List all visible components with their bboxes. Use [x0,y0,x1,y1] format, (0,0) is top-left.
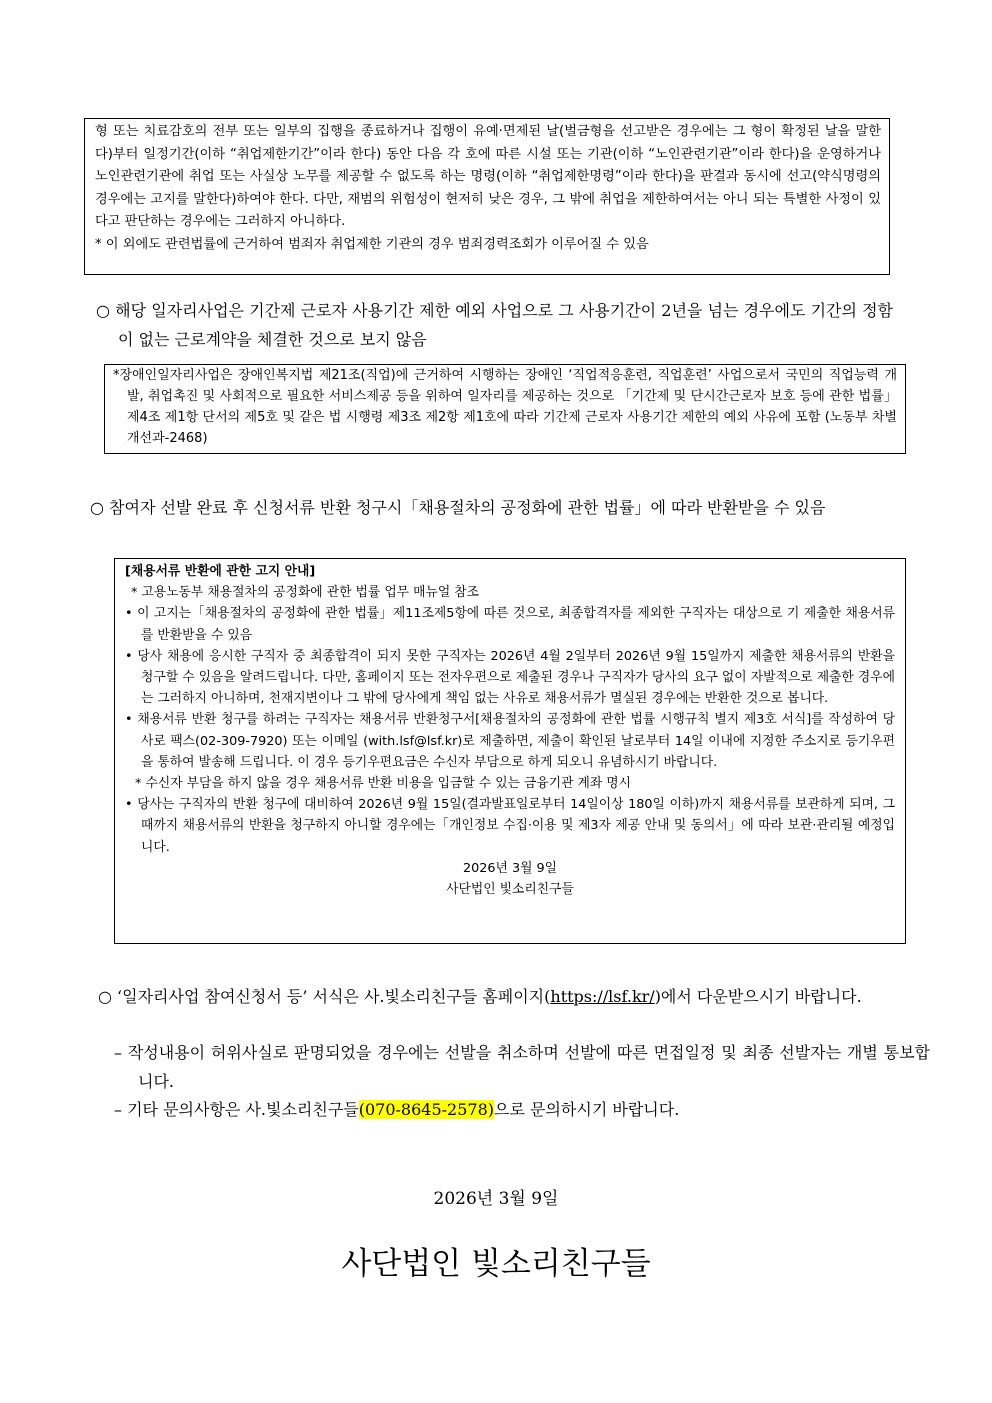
form-download-text-pre: ○ ‘일자리사업 참여신청서 등’ 서식은 사.빛소리친구들 홈페이지( [98,987,551,1006]
notice-reference: * 고용노동부 채용절차의 공정화에 관한 법률 업무 매뉴얼 참조 [131,585,479,601]
contact-text-post: 으로 문의하시기 바랍니다. [494,1100,680,1119]
notice-bullet-2: • 당사 채용에 응시한 구직자 중 최종합격이 되지 못한 구직자는 2026년 4월 2일부터 2026년 9월 15일까지 제출한 채용서류의 반환을 청구할 수 있음을 알려드립니다. 다만, 홈페이지 또는 전자우편으로 제출된 경우나 구직자가 당사의 요구 없이 자발적으로 제출한 경우에는 그러하지 아니하며, 천재지변이나 그 밖에 당사에게 책임 없는 사유로 채용서류가 멸실된 경우에는 반환한 것으로 봅니다. [125,648,895,707]
contact-paragraph [114,1095,930,1124]
document-return-paragraph: ○ 참여자 선발 완료 후 신청서류 반환 청구시「채용절차의 공정화에 관한 법률」에 따라 반환받을 수 있음 [90,498,826,517]
homepage-link[interactable]: https://lsf.kr/ [550,987,655,1006]
contact-text-pre: – 기타 문의사항은 사.빛소리친구들 [114,1100,359,1119]
notice-sub-note: * 수신자 부담을 하지 않을 경우 채용서류 반환 비용을 입금할 수 있는 금융기관 계좌 명시 [135,776,632,792]
notice-organization: 사단법인 빛소리친구들 [446,882,574,898]
disability-job-program-note-box [104,364,906,454]
fixed-term-exception-paragraph: ○ 해당 일자리사업은 기간제 근로자 사용기간 제한 예외 사업으로 그 사용기간이 2년을 넘는 경우에도 기간의 정함이 없는 근로계약을 체결한 것으로 보지 않음 [96,301,893,349]
organization-name: 사단법인 빛소리친구들 [341,1246,651,1282]
document-date: 2026년 3월 9일 [433,1189,559,1209]
contact-phone-number: (070-8645-2578) [358,1100,495,1119]
notice-body-text: 형 또는 치료감호의 전부 또는 일부의 집행을 종료하거나 집행이 유예·면제된 날(벌금형을 선고받은 경우에는 그 형이 확정된 날을 말한다)부터 일정기간(이하 “취업제한기간”이라 한다) 동안 다음 각 호에 따른 시설 또는 기관(이하 “노인관련기관”이라 한다)을 운영하거나 노인관련기관에 취업 또는 사실상 노무를 제공할 수 없도록 하는 명령(이하 “취업제한명령”이라 한다)을 판결과 동시에 선고(약식명령의 경우에는 고지를 말한다)하여야 한다. 다만, 재범의 위험성이 현저히 낮은 경우, 그 밖에 취업을 제한하여서는 아니 되는 특별한 사정이 있다고 판단하는 경우에는 그러하지 아니하다. [95,124,881,230]
false-info-warning-paragraph: – 작성내용이 허위사실로 판명되었을 경우에는 선발을 취소하며 선발에 따른 면접일정 및 최종 선발자는 개별 통보합니다. [114,1043,930,1091]
criminal-record-notice-box [84,118,890,275]
disability-job-program-note: *장애인일자리사업은 장애인복지법 제21조(직업)에 근거하여 시행하는 장애인 ‘직업적응훈련, 직업훈련’ 사업으로서 국민의 직업능력 개발, 취업촉진 및 사회적으로 필요한 서비스제공 등을 위하여 일자리를 제공하는 것으로 「기간제 및 단시간근로자 보호 등에 관한 법률」 제4조 제1항 단서의 제5호 및 같은 법 시행령 제3조 제2항 제1호에 따라 기간제 근로자 사용기간 제한의 예외 사유에 포함 (노동부 차별개선과-2468) [113,368,897,446]
notice-title: [채용서류 반환에 관한 고지 안내] [125,564,316,579]
notice-bullet-4: • 당사는 구직자의 반환 청구에 대비하여 2026년 9월 15일(결과발표일로부터 14일이상 180일 이하)까지 채용서류를 보관하게 되며, 그때까지 채용서류의 반환을 청구하지 아니할 경우에는「개인정보 수집·이용 및 제3자 제공 안내 및 동의서」에 따라 보관·관리될 예정입니다. [125,797,895,855]
notice-date: 2026년 3월 9일 [462,860,558,876]
document-return-notice-box [114,558,906,944]
notice-footnote: * 이 외에도 관련법률에 근거하여 범죄자 취업제한 기관의 경우 범죄경력조회가 이루어질 수 있음 [95,236,649,252]
notice-bullet-1: • 이 고지는「채용절차의 공정화에 관한 법률」제11조제5항에 따른 것으로, 최종합격자를 제외한 구직자는 대상으로 기 제출한 채용서류를 반환받을 수 있음 [125,606,895,643]
form-download-paragraph [98,982,932,1011]
notice-bullet-3: • 채용서류 반환 청구를 하려는 구직자는 채용서류 반환청구서[채용절차의 공정화에 관한 법률 시행규칙 별지 제3호 서식]를 작성하여 당사로 팩스(02-309-7920) 또는 이메일 (with.lsf@lsf.kr)로 제출하면, 제출이 확인된 날로부터 14일 이내에 지정한 주소지로 등기우편을 통하여 발송해 드립니다. 이 경우 등기우편요금은 수신자 부담으로 하게 되오니 유념하시기 바랍니다. [125,712,895,770]
form-download-text-post: )에서 다운받으시기 바랍니다. [654,987,862,1006]
